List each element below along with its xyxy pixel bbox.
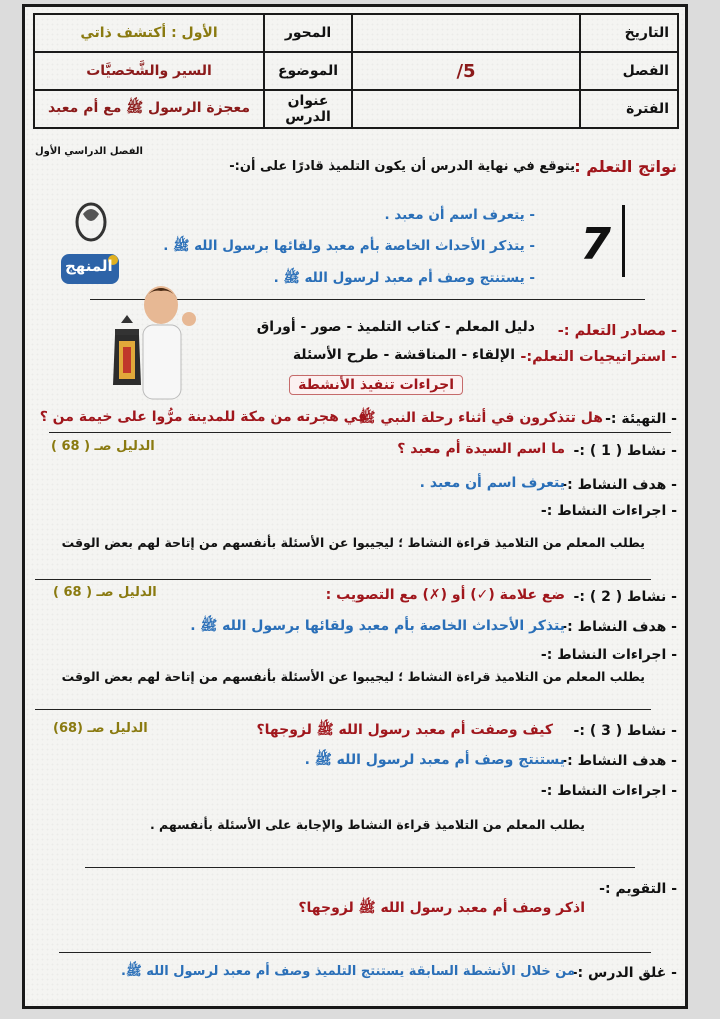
activity-1-ref: الدليل صـ ( 68 )	[51, 439, 155, 454]
outcomes-bracket	[622, 205, 625, 277]
divider-5	[85, 867, 635, 868]
activity-3-question: كيف وصفت أم معبد رسول الله ﷺ لزوجها؟	[256, 722, 553, 738]
evaluation-label: - التقويم :-	[599, 881, 677, 897]
activity-2-proc-label: - اجراءات النشاط :-	[540, 647, 677, 663]
activity-3-ref: الدليل صـ (68)	[53, 721, 148, 736]
activity-1-label: - نشاط ( 1 ) :-	[573, 443, 677, 459]
warmup-text-b: في هجرته من مكة للمدينة مرُّوا على خيمة من ؟	[39, 409, 367, 425]
outcomes-label: نواتج التعلم :	[574, 157, 677, 176]
activity-2-question: ضع علامة (✓) أو (✗) مع التصويب :	[325, 587, 565, 603]
child-with-lantern-icon	[107, 279, 203, 407]
activity-1-goal-label: - هدف النشاط :-	[561, 477, 677, 493]
closing-label: - غلق الدرس :-	[571, 965, 677, 981]
period-value[interactable]	[352, 90, 580, 128]
class-label: الفصل	[580, 52, 678, 90]
child-illustration	[107, 279, 203, 407]
activity-3-proc: يطلب المعلم من التلاميذ قراءة النشاط والإجابة على الأسئلة بأنفسهم .	[149, 817, 585, 832]
class-value: 5/	[352, 52, 580, 90]
lesson-value: معجزة الرسول ﷺ مع أم معبد	[34, 90, 264, 128]
strategies-label: - استراتيجيات التعلم:-	[520, 349, 677, 365]
activity-1-proc: يطلب المعلم من التلاميذ قراءة النشاط ؛ ليجيبوا عن الأسئلة بأنفسهم من إتاحة لهم بعض الوقت	[61, 535, 645, 550]
outcomes-intro: يتوقع في نهاية الدرس أن يكون التلميذ قادرًا على أن:-	[229, 159, 575, 174]
outcome-item-3: - يستنتج وصف أم معبد لرسول الله ﷺ .	[273, 270, 535, 286]
topic-value: السير والشَّخصيَّات	[34, 52, 264, 90]
warmup-label: - التهيئة :-	[605, 411, 677, 427]
strategies-value: الإلقاء - المناقشة - طرح الأسئلة	[292, 347, 515, 363]
activity-1-goal: يتعرف اسم أن معبد .	[419, 475, 565, 491]
divider-3	[35, 579, 651, 580]
date-label: التاريخ	[580, 14, 678, 52]
divider-4	[35, 709, 651, 710]
divider-6	[59, 952, 651, 953]
date-value[interactable]	[352, 14, 580, 52]
activity-3-proc-label: - اجراءات النشاط :-	[540, 783, 677, 799]
activity-2-proc: يطلب المعلم من التلاميذ قراءة النشاط ؛ ليجيبوا عن الأسئلة بأنفسهم من إتاحة لهم بعض الوقت	[61, 669, 645, 684]
topic-label: الموضوع	[264, 52, 352, 90]
resources-label: - مصادر التعلم :-	[557, 323, 677, 339]
lesson-label: عنوان الدرس	[264, 90, 352, 128]
closing-text: من خلال الأنشطة السابقة يستنتج التلميذ وصف أم معبد لرسول الله ﷺ.	[121, 964, 575, 979]
activity-1-proc-label: - اجراءات النشاط :-	[540, 503, 677, 519]
outcome-item-2: - يتذكر الأحداث الخاصة بأم معبد ولقائها برسول الله ﷺ .	[163, 238, 535, 254]
axis-label: المحور	[264, 14, 352, 52]
activity-3-label: - نشاط ( 3 ) :-	[573, 723, 677, 739]
procedures-title: اجراءات تنفيذ الأنشطة	[289, 375, 463, 395]
divider-2	[49, 432, 671, 433]
activity-3-goal-label: - هدف النشاط :-	[561, 753, 677, 769]
axis-value: الأول : أكتشف ذاتي	[34, 14, 264, 52]
semester-note: الفصل الدراسي الأول	[35, 146, 143, 157]
evaluation-question: اذكر وصف أم معبد رسول الله ﷺ لزوجها؟	[298, 900, 585, 916]
activity-2-ref: الدليل صـ ( 68 )	[53, 585, 157, 600]
lesson-plan-page	[22, 4, 688, 1009]
period-label: الفترة	[580, 90, 678, 128]
header-table	[33, 13, 679, 129]
activity-2-label: - نشاط ( 2 ) :-	[573, 589, 677, 605]
resources-value: دليل المعلم - كتاب التلميذ - صور - أوراق	[256, 319, 535, 335]
activity-2-goal: يتذكر الأحداث الخاصة بأم معبد ولقائها برسول الله ﷺ .	[190, 618, 565, 634]
logo-text: المنهج	[65, 257, 113, 275]
activity-1-question: ما اسم السيدة أم معبد ؟	[397, 441, 565, 457]
outcome-item-1: - يتعرف اسم أن معبد .	[384, 207, 535, 223]
lesson-number: 7	[580, 219, 611, 270]
warmup-text-a: هل تتذكرون في أثناء رحلة النبي ﷺ	[358, 410, 603, 426]
activity-3-goal: يستنتج وصف أم معبد لرسول الله ﷺ .	[304, 752, 565, 768]
activity-2-goal-label: - هدف النشاط :-	[561, 619, 677, 635]
